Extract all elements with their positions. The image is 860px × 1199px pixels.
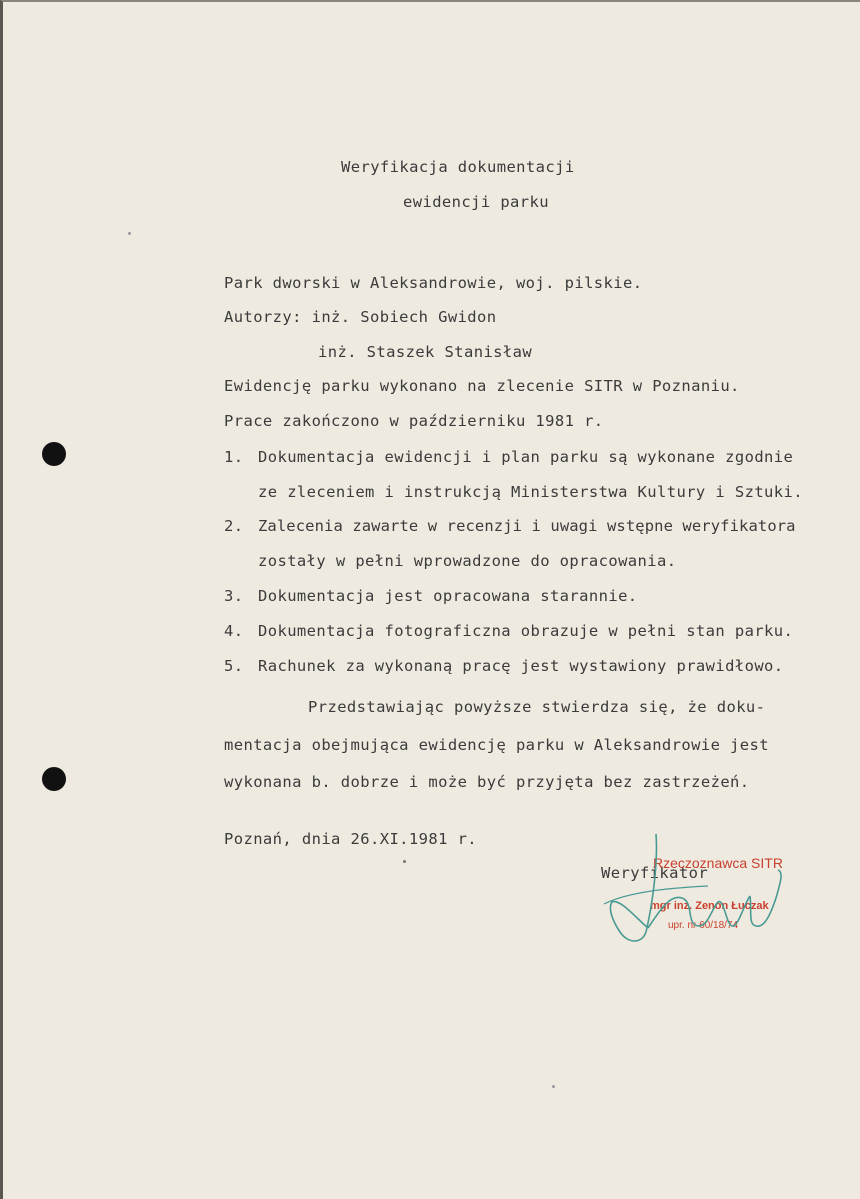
handwritten-signature bbox=[598, 832, 798, 942]
authors-second-line: inż. Staszek Stanisław bbox=[318, 343, 533, 361]
park-line: Park dworski w Aleksandrowie, woj. pilskie. bbox=[224, 274, 643, 292]
item-1-line2: ze zleceniem i instrukcją Ministerstwa Kultury i Sztuki. bbox=[258, 483, 803, 501]
conclusion-line-1: Przedstawiając powyższe stwierdza się, że doku- bbox=[308, 698, 766, 716]
verifier-label: Weryfikator bbox=[601, 864, 709, 882]
date-line: Poznań, dnia 26.XI.1981 r. bbox=[224, 830, 478, 848]
item-number: 5. bbox=[224, 657, 244, 675]
paper-speck bbox=[128, 232, 131, 235]
stamp-license: upr. nr 60/18/74 bbox=[668, 920, 739, 931]
item-3-line1: Dokumentacja jest opracowana starannie. bbox=[258, 587, 638, 605]
document-title: Weryfikacja dokumentacji bbox=[341, 158, 575, 176]
punch-hole-bottom bbox=[42, 767, 66, 791]
conclusion-line-3: wykonana b. dobrze i może być przyjęta bez zastrzeżeń. bbox=[224, 773, 750, 791]
stamp-title: Rzeczoznawca SITR bbox=[653, 855, 783, 871]
item-1-line1: Dokumentacja ewidencji i plan parku są wykonane zgodnie bbox=[258, 448, 794, 466]
stamp-name: mgr inż. Zenon Łuczak bbox=[650, 900, 769, 912]
authors-line: Autorzy: inż. Sobiech Gwidon bbox=[224, 308, 497, 326]
item-2-line2: zostały w pełni wprowadzone do opracowania. bbox=[258, 552, 677, 570]
item-2-line1: Zalecenia zawarte w recenzji i uwagi wstępne weryfikatora bbox=[258, 517, 796, 535]
conclusion-line-2: mentacja obejmująca ewidencję parku w Aleksandrowie jest bbox=[224, 736, 769, 754]
item-number: 4. bbox=[224, 622, 244, 640]
paper-speck bbox=[403, 860, 406, 863]
punch-hole-top bbox=[42, 442, 66, 466]
paper-speck bbox=[552, 1085, 555, 1088]
commission-line: Ewidencję parku wykonano na zlecenie SITR w Poznaniu. bbox=[224, 377, 740, 395]
item-number: 3. bbox=[224, 587, 244, 605]
item-number: 1. bbox=[224, 448, 244, 466]
item-5-line1: Rachunek za wykonaną pracę jest wystawiony prawidłowo. bbox=[258, 657, 784, 675]
signature-stroke bbox=[604, 886, 708, 904]
document-subtitle: ewidencji parku bbox=[403, 193, 549, 211]
completion-line: Prace zakończono w październiku 1981 r. bbox=[224, 412, 604, 430]
signature-stroke bbox=[648, 896, 750, 928]
item-number: 2. bbox=[224, 517, 244, 535]
signature-stroke bbox=[750, 870, 781, 926]
item-4-line1: Dokumentacja fotograficzna obrazuje w pełni stan parku. bbox=[258, 622, 794, 640]
